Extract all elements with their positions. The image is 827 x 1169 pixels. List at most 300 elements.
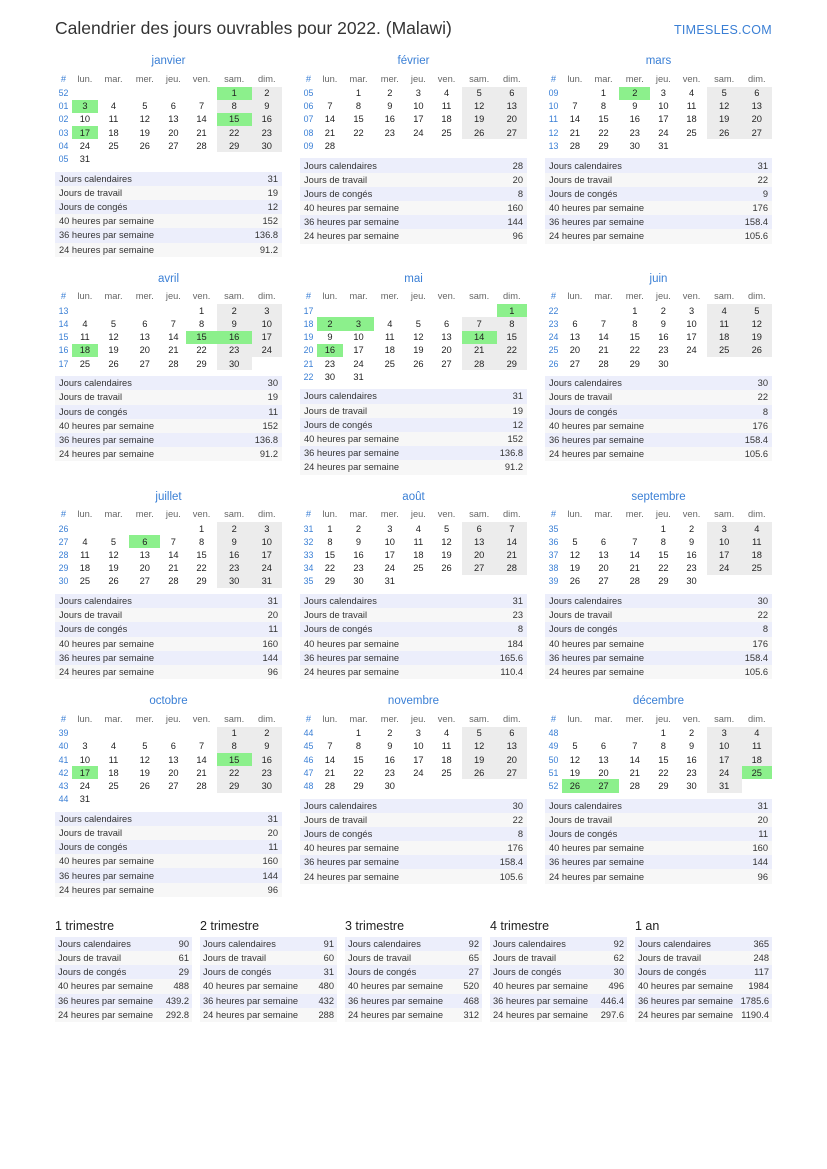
stat-value: 144	[730, 855, 772, 869]
day-cell: 4	[82, 319, 88, 330]
stat-row	[300, 418, 527, 432]
stat-label: Jours de travail	[55, 390, 229, 404]
site-brand: TIMESLES.COM	[673, 23, 772, 37]
empty-day-cell	[317, 87, 343, 100]
empty-day-cell	[160, 152, 186, 165]
month-calendar-table	[55, 508, 282, 588]
stat-row	[55, 186, 282, 200]
month-block	[545, 273, 772, 475]
empty-day-cell	[374, 139, 405, 152]
month-name: juillet	[155, 490, 182, 503]
stat-label: Jours de congés	[55, 622, 240, 636]
day-cell: 8	[198, 536, 205, 547]
day-cell: 17	[413, 754, 424, 765]
day-cell: 20	[441, 345, 452, 356]
day-cell: 21	[629, 767, 640, 778]
calendar-week-row	[300, 766, 527, 779]
day-cell: 19	[462, 113, 497, 126]
summary-value: 92	[596, 937, 627, 951]
day-cell: 13	[168, 114, 179, 125]
summary-value: 61	[161, 951, 192, 965]
day-cell: 1	[600, 88, 607, 99]
stat-row	[300, 608, 527, 622]
day-cell: 19	[139, 127, 150, 138]
calendar-week-row	[300, 753, 527, 766]
summary-value: 288	[313, 1008, 337, 1022]
weekday-header: dim.	[748, 291, 766, 302]
weekday-header: dim.	[503, 509, 521, 519]
stat-value: 105.6	[719, 229, 772, 243]
empty-day-cell	[72, 727, 98, 740]
stat-value: 31	[730, 799, 772, 813]
day-cell: 9	[660, 319, 666, 330]
stat-label: 36 heures par semaine	[300, 855, 474, 869]
day-cell: 21	[462, 344, 497, 357]
day-cell: 15	[217, 113, 252, 126]
day-cell: 19	[108, 345, 119, 356]
stat-row	[300, 665, 527, 679]
month-name: février	[397, 55, 430, 67]
weekday-header-row	[545, 712, 772, 727]
stat-value: 11	[240, 840, 282, 854]
calendar-week-row	[545, 113, 772, 126]
month-name: novembre	[387, 695, 440, 708]
week-number-cell: 39	[548, 576, 559, 587]
calendar-week-row	[300, 113, 527, 126]
calendar-week-row	[300, 100, 527, 113]
weekday-header: jeu.	[655, 713, 671, 724]
day-cell: 26	[462, 766, 497, 779]
summary-title: 3 trimestre	[345, 918, 405, 933]
day-cell: 14	[324, 754, 336, 765]
day-cell: 30	[353, 576, 364, 587]
summary-row	[490, 965, 627, 979]
weekday-header: dim.	[748, 713, 766, 724]
summary-value: 30	[596, 965, 627, 979]
calendar-week-row	[55, 304, 282, 317]
calendar-week-row	[545, 304, 772, 317]
week-number-cell: 52	[548, 780, 559, 791]
day-cell: 18	[441, 114, 452, 125]
month-name: septembre	[631, 490, 686, 503]
day-cell: 18	[742, 548, 772, 561]
calendar-week-row	[300, 740, 527, 753]
summary-label: 40 heures par semaine	[490, 979, 596, 993]
day-cell: 2	[619, 87, 650, 100]
stat-row	[55, 200, 282, 214]
empty-day-cell	[676, 139, 706, 152]
day-cell: 22	[217, 126, 252, 139]
day-cell: 2	[217, 304, 252, 317]
stat-label: Jours calendaires	[545, 799, 730, 813]
stat-label: 36 heures par semaine	[300, 651, 474, 665]
empty-day-cell	[72, 522, 98, 535]
day-cell: 3	[707, 727, 742, 740]
empty-day-cell	[186, 87, 216, 100]
day-cell: 26	[462, 126, 497, 139]
weekday-header: ven.	[437, 509, 456, 519]
summary-label: 40 heures par semaine	[345, 979, 458, 993]
calendar-week-row	[300, 575, 527, 588]
summary-value: 1190.4	[737, 1008, 772, 1022]
day-cell: 20	[598, 767, 609, 778]
day-cell: 16	[384, 114, 395, 125]
day-cell: 10	[252, 535, 282, 548]
stat-label: 40 heures par semaine	[300, 201, 485, 215]
summary-title: 4 trimestre	[490, 918, 550, 933]
day-cell: 18	[108, 127, 119, 138]
empty-day-cell	[129, 522, 160, 535]
day-cell: 15	[629, 332, 640, 343]
summary-value: 248	[737, 951, 772, 965]
day-cell: 3	[415, 88, 421, 99]
empty-day-cell	[129, 152, 160, 165]
summary-value: 92	[458, 937, 482, 951]
day-cell: 22	[497, 344, 527, 357]
day-cell: 12	[441, 536, 452, 547]
weekday-header: lun.	[567, 509, 583, 519]
day-cell: 23	[324, 358, 336, 369]
weekday-header: mar.	[349, 713, 368, 724]
stat-value: 20	[240, 826, 282, 840]
summary-row	[200, 1008, 337, 1022]
summary-row	[200, 951, 337, 965]
week-number-cell: 48	[548, 728, 559, 739]
week-number-cell: 07	[303, 114, 314, 125]
stat-value: 20	[730, 813, 772, 827]
day-cell: 31	[353, 371, 364, 382]
day-cell: 10	[353, 332, 364, 343]
weekday-header: dim.	[258, 291, 276, 302]
day-cell: 25	[108, 780, 119, 791]
day-cell: 28	[168, 358, 179, 369]
week-number-cell: 03	[58, 127, 69, 138]
day-cell: 28	[569, 140, 581, 151]
day-cell: 17	[252, 331, 282, 344]
stat-label: 24 heures par semaine	[545, 447, 719, 461]
summary-row	[345, 994, 482, 1008]
week-number-header: #	[550, 291, 557, 302]
calendar-week-row	[545, 753, 772, 766]
calendar-week-row	[55, 779, 282, 792]
stat-label: Jours de congés	[300, 418, 474, 432]
stat-label: 36 heures par semaine	[55, 651, 240, 665]
month-name: janvier	[151, 55, 186, 67]
summary-row	[490, 1008, 627, 1022]
calendar-week-row	[55, 87, 282, 100]
month-calendar-table	[55, 712, 282, 806]
day-cell: 13	[462, 535, 497, 548]
summary-value: 488	[161, 979, 192, 993]
day-cell: 25	[441, 767, 452, 778]
stat-value: 105.6	[719, 447, 772, 461]
weekday-header: ven.	[682, 713, 701, 724]
day-cell: 3	[415, 728, 421, 739]
week-number-header: #	[550, 73, 557, 84]
stat-value: 30	[474, 799, 527, 813]
summary-row	[345, 979, 482, 993]
day-cell: 10	[658, 101, 669, 112]
day-cell: 14	[168, 549, 179, 560]
calendar-week-row	[545, 766, 772, 779]
day-cell: 30	[384, 780, 395, 791]
stat-label: 24 heures par semaine	[545, 869, 730, 883]
summary-value: 520	[458, 979, 482, 993]
empty-day-cell	[405, 370, 431, 383]
summary-row	[490, 937, 627, 951]
day-cell: 5	[142, 101, 148, 112]
day-cell: 17	[353, 345, 364, 356]
day-cell: 4	[688, 88, 695, 99]
stat-value: 12	[229, 200, 282, 214]
day-cell: 9	[632, 101, 638, 112]
stat-row	[55, 376, 282, 390]
stat-value: 19	[229, 390, 282, 404]
calendar-week-row	[300, 87, 527, 100]
month-stats-table	[55, 812, 282, 897]
month-name: mai	[404, 272, 423, 285]
weekday-header: ven.	[192, 73, 211, 84]
day-cell: 21	[196, 127, 207, 138]
week-number-header: #	[305, 713, 312, 724]
day-cell: 29	[629, 358, 640, 369]
stat-label: 40 heures par semaine	[55, 419, 229, 433]
weekday-header: jeu.	[165, 291, 181, 302]
calendar-week-row	[55, 727, 282, 740]
day-cell: 15	[196, 549, 207, 560]
calendar-week-row	[55, 126, 282, 139]
day-cell: 12	[108, 549, 119, 560]
day-cell: 22	[217, 766, 252, 779]
stat-row	[55, 405, 282, 419]
day-cell: 15	[186, 331, 216, 344]
empty-day-cell	[405, 779, 431, 792]
day-cell: 10	[79, 114, 91, 125]
summary-row	[635, 965, 772, 979]
summary-value: 65	[458, 951, 482, 965]
day-cell: 30	[686, 780, 697, 791]
day-cell: 15	[324, 549, 336, 560]
weekday-header: mar.	[594, 713, 613, 724]
week-number-cell: 11	[548, 114, 559, 125]
summary-label: Jours de travail	[345, 951, 458, 965]
weekday-header: lun.	[77, 73, 93, 84]
day-cell: 7	[600, 319, 607, 330]
day-cell: 28	[462, 357, 497, 370]
stat-row	[545, 637, 772, 651]
day-cell: 24	[79, 780, 91, 791]
summary-row	[200, 994, 337, 1008]
quarter-row	[55, 679, 772, 897]
day-cell: 16	[629, 114, 640, 125]
day-cell: 17	[252, 548, 282, 561]
stat-value: 31	[719, 158, 772, 172]
day-cell: 16	[384, 754, 395, 765]
empty-day-cell	[160, 727, 186, 740]
day-cell: 30	[217, 357, 252, 370]
calendar-week-row	[55, 562, 282, 575]
month-calendar-table	[55, 72, 282, 166]
day-cell: 26	[413, 358, 424, 369]
week-number-cell: 05	[58, 154, 69, 165]
stat-value: 31	[229, 172, 282, 186]
weekday-header: sam.	[224, 509, 245, 519]
stat-label: Jours calendaires	[55, 812, 240, 826]
day-cell: 17	[686, 332, 697, 343]
day-cell: 26	[742, 344, 772, 357]
empty-day-cell	[497, 779, 527, 792]
weekday-header: ven.	[437, 73, 456, 84]
day-cell: 19	[413, 345, 424, 356]
stat-value: 96	[240, 883, 282, 897]
day-cell: 24	[79, 140, 91, 151]
month-calendar-table	[300, 712, 527, 792]
calendar-week-row	[300, 562, 527, 575]
day-cell: 9	[688, 741, 695, 752]
stat-label: Jours de congés	[545, 622, 719, 636]
weekday-header-row	[55, 290, 282, 305]
day-cell: 25	[441, 127, 452, 138]
summary-label: Jours calendaires	[635, 937, 737, 951]
month-name: octobre	[149, 695, 188, 708]
day-cell: 6	[600, 741, 607, 752]
stat-label: Jours de congés	[55, 200, 229, 214]
stat-label: 40 heures par semaine	[55, 854, 240, 868]
weekday-header: sam.	[224, 73, 245, 84]
day-cell: 23	[384, 767, 395, 778]
day-cell: 27	[441, 358, 452, 369]
day-cell: 21	[497, 548, 527, 561]
day-cell: 12	[108, 332, 119, 343]
calendar-week-row	[545, 344, 772, 357]
empty-day-cell	[431, 304, 461, 317]
summary-column	[55, 919, 192, 1022]
day-cell: 22	[196, 563, 207, 574]
day-cell: 22	[658, 563, 669, 574]
summary-label: 36 heures par semaine	[200, 994, 313, 1008]
calendar-week-row	[55, 753, 282, 766]
summary-row	[55, 937, 192, 951]
weekday-header: lun.	[567, 713, 583, 724]
summary-value: 496	[596, 979, 627, 993]
summary-title: 1 trimestre	[55, 918, 115, 933]
day-cell: 23	[629, 127, 640, 138]
stat-row	[300, 651, 527, 665]
empty-day-cell	[742, 779, 772, 792]
summary-label: 40 heures par semaine	[635, 979, 737, 993]
summary-row	[345, 951, 482, 965]
day-cell: 12	[569, 549, 581, 560]
calendar-week-row	[545, 548, 772, 561]
day-cell: 7	[572, 101, 578, 112]
day-cell: 6	[742, 87, 772, 100]
week-number-cell: 42	[58, 767, 69, 778]
day-cell: 12	[742, 317, 772, 330]
day-cell: 8	[497, 317, 527, 330]
day-cell: 3	[72, 100, 98, 113]
empty-day-cell	[160, 793, 186, 806]
empty-day-cell	[129, 87, 160, 100]
summary-label: 40 heures par semaine	[200, 979, 313, 993]
day-cell: 17	[72, 766, 98, 779]
day-cell: 29	[497, 357, 527, 370]
week-number-cell: 30	[58, 576, 69, 587]
empty-day-cell	[497, 575, 527, 588]
weekday-header: dim.	[503, 73, 521, 84]
summary-row	[200, 965, 337, 979]
empty-day-cell	[405, 575, 431, 588]
calendar-week-row	[300, 535, 527, 548]
stat-row	[300, 215, 527, 229]
stat-label: Jours de congés	[55, 405, 229, 419]
empty-day-cell	[431, 779, 461, 792]
weekday-header: mer.	[135, 291, 154, 302]
stat-value: 105.6	[719, 665, 772, 679]
empty-day-cell	[186, 152, 216, 165]
weekday-header-row	[55, 72, 282, 87]
stat-value: 20	[485, 173, 527, 187]
stat-label: 36 heures par semaine	[300, 215, 485, 229]
stat-label: Jours de congés	[545, 405, 719, 419]
calendar-week-row	[300, 317, 527, 330]
calendar-week-row	[545, 126, 772, 139]
day-cell: 21	[598, 345, 609, 356]
week-number-cell: 41	[58, 754, 69, 765]
stat-value: 22	[719, 173, 772, 187]
stat-value: 30	[229, 376, 282, 390]
day-cell: 11	[707, 317, 742, 330]
stat-row	[545, 799, 772, 813]
calendar-week-row	[300, 357, 527, 370]
month-calendar-table	[545, 72, 772, 152]
day-cell: 1	[217, 87, 252, 100]
stat-row	[55, 812, 282, 826]
stat-value: 30	[719, 376, 772, 390]
stat-label: Jours de congés	[300, 827, 474, 841]
weekday-header: sam.	[469, 509, 490, 519]
stat-label: 24 heures par semaine	[300, 665, 474, 679]
day-cell: 3	[343, 317, 374, 330]
stat-row	[545, 841, 772, 855]
day-cell: 1	[632, 305, 638, 316]
weekday-header: mar.	[104, 291, 123, 302]
day-cell: 4	[110, 741, 117, 752]
calendar-week-row	[300, 548, 527, 561]
stat-value: 136.8	[474, 446, 527, 460]
weekday-header: mer.	[625, 509, 644, 519]
day-cell: 17	[707, 753, 742, 766]
stat-row	[55, 883, 282, 897]
month-block	[300, 55, 527, 257]
stat-label: 24 heures par semaine	[55, 883, 240, 897]
day-cell: 15	[658, 549, 669, 560]
stat-label: Jours de congés	[300, 187, 485, 201]
day-cell: 19	[139, 767, 150, 778]
stat-value: 152	[229, 214, 282, 228]
day-cell: 4	[443, 88, 450, 99]
day-cell: 2	[660, 305, 666, 316]
day-cell: 1	[217, 727, 252, 740]
summary-label: Jours calendaires	[345, 937, 458, 951]
week-number-cell: 21	[303, 358, 314, 369]
summary-label: Jours de congés	[490, 965, 596, 979]
stat-label: Jours de congés	[545, 827, 730, 841]
day-cell: 8	[217, 740, 252, 753]
weekday-header: jeu.	[655, 291, 671, 302]
day-cell: 21	[168, 345, 179, 356]
week-number-cell: 01	[58, 101, 69, 112]
empty-day-cell	[462, 139, 497, 152]
